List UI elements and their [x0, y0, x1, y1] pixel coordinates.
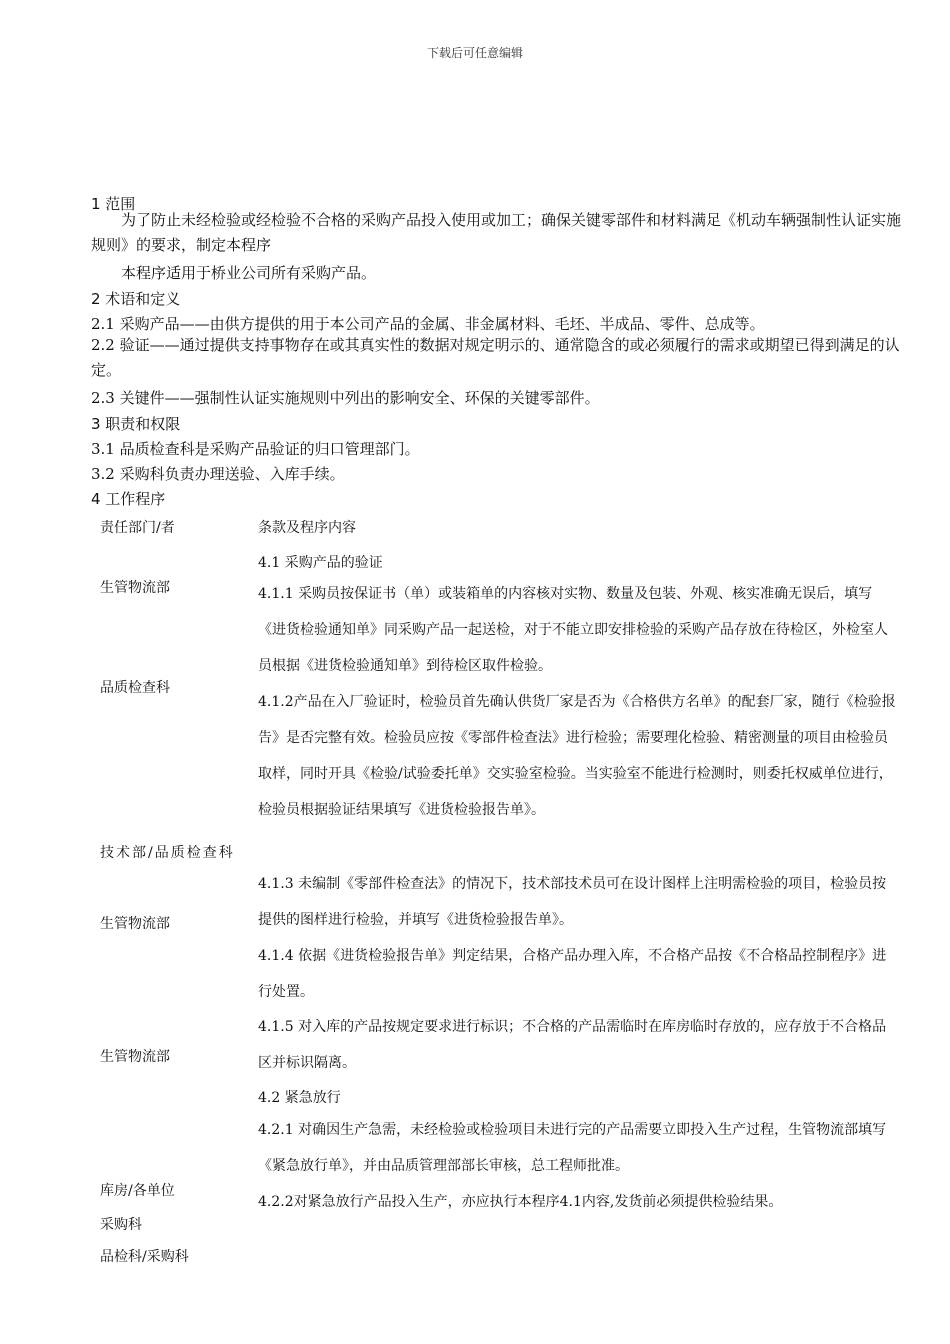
section-1-title: 1 范围 — [91, 195, 136, 213]
section-2-title: 2 术语和定义 — [91, 290, 181, 308]
header-note: 下载后可任意编辑 — [426, 46, 523, 60]
term-2-2: 2.2 验证——通过提供支持事物存在或其真实性的数据对规定明示的、通常隐含的或必须履行的需求或期望已得到满足的认定。 — [91, 336, 900, 379]
clause-4-1-3: 4.1.3 未编制《零部件检查法》的情况下，技术部技术员可在设计图样上注明需检验的项目，检验员按提供的图样进行检验，并填写《进货检验报告单》。 — [258, 876, 887, 928]
dept-label: 品检科/采购科 — [100, 1249, 189, 1265]
duty-3-2: 3.2 采购科负责办理送验、入库手续。 — [91, 465, 345, 483]
clause-4-1-4: 4.1.4 依据《进货检验报告单》判定结果，合格产品办理入库，不合格产品按《不合格品控制程序》进行处置。 — [258, 948, 887, 1000]
dept-label: 采购科 — [100, 1217, 142, 1233]
dept-label: 生管物流部 — [100, 580, 170, 596]
clause-4-2: 4.2 紧急放行 — [258, 1090, 341, 1106]
clause-4-2-1: 4.2.1 对确因生产急需，未经检验或检验项目未进行完的产品需要立即投入生产过程，生管物流部填写《紧急放行单》，并由品质管理部部长审核，总工程师批准。 — [258, 1122, 887, 1174]
term-2-3: 2.3 关键件——强制性认证实施规则中列出的影响安全、环保的关键零部件。 — [91, 389, 600, 407]
dept-label: 品质检查科 — [100, 680, 170, 696]
section-1-para-2: 本程序适用于桥业公司所有采购产品。 — [121, 264, 377, 282]
dept-label: 生管物流部 — [100, 916, 170, 932]
duty-3-1: 3.1 品质检查科是采购产品验证的归口管理部门。 — [91, 440, 420, 458]
clause-4-1-1: 4.1.1 采购员按保证书（单）或装箱单的内容核对实物、数量及包装、外观、核实准确无误后，填写《进货检验通知单》同采购产品一起送检，对于不能立即安排检验的采购产品存放在待检区，外检室人员根据《进货检验通知单》到待检区取件检验。 — [258, 586, 888, 674]
column-header-department: 责任部门/者 — [100, 520, 175, 536]
clause-4-2-2: 4.2.2对紧急放行产品投入生产，亦应执行本程序4.1内容,发货前必须提供检验结果。 — [258, 1194, 783, 1210]
dept-label: 库房/各单位 — [100, 1183, 175, 1199]
clause-4-1-5: 4.1.5 对入库的产品按规定要求进行标识；不合格的产品需临时在库房临时存放的，应存放于不合格品区并标识隔离。 — [258, 1019, 887, 1071]
section-1-para-1: 为了防止未经检验或经检验不合格的采购产品投入使用或加工；确保关键零部件和材料满足《机动车辆强制性认证实施规则》的要求，制定本程序 — [91, 211, 902, 254]
clause-4-1: 4.1 采购产品的验证 — [258, 555, 383, 571]
dept-label: 技术部/品质检查科 — [100, 845, 235, 861]
dept-label: 生管物流部 — [100, 1049, 170, 1065]
column-header-content: 条款及程序内容 — [258, 520, 356, 536]
clause-4-1-2: 4.1.2产品在入厂验证时，检验员首先确认供货厂家是否为《合格供方名单》的配套厂家，随行《检验报告》是否完整有效。检验员应按《零部件检查法》进行检验；需要理化检验、精密测量的项目由检验员取样，同时开具《检验/试验委托单》交实验室检验。当实验室不能进行检测时，则委托权威单位进行，检验员根据验证结果填写《进货检验报告单》。 — [258, 694, 896, 818]
term-2-1: 2.1 采购产品——由供方提供的用于本公司产品的金属、非金属材料、毛坯、半成品、零件、总成等。 — [91, 315, 765, 333]
section-3-title: 3 职责和权限 — [91, 415, 181, 433]
section-4-title: 4 工作程序 — [91, 490, 166, 508]
